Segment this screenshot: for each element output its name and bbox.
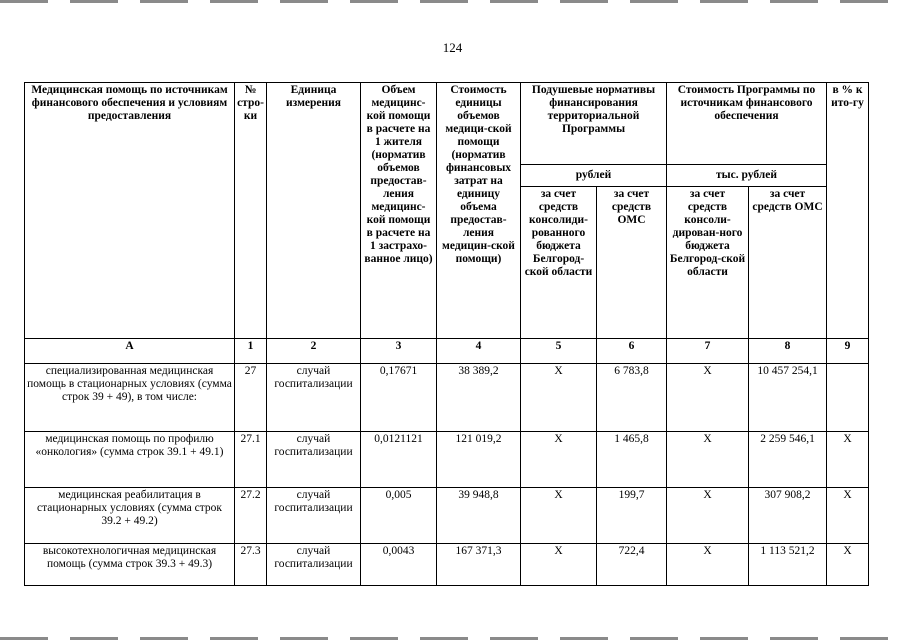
row-volume: 0,17671 <box>361 364 437 432</box>
header-unit: Единица измерения <box>267 83 361 339</box>
row-line: 27.2 <box>235 488 267 544</box>
row-col5: Х <box>521 432 597 488</box>
row-col8: 1 113 521,2 <box>749 544 827 586</box>
row-cost: 38 389,2 <box>437 364 521 432</box>
index-cell: 5 <box>521 339 597 364</box>
row-col7: Х <box>667 544 749 586</box>
table-row <box>25 364 869 432</box>
header-line-number: № стро-ки <box>235 83 267 339</box>
row-label: высокотехнологичная медицинская помощь (сумма строк 39.3 + 49.3) <box>25 544 235 586</box>
row-line: 27 <box>235 364 267 432</box>
row-volume: 0,0043 <box>361 544 437 586</box>
row-label: специализированная медицинская помощь в стационарных условиях (сумма строк 39 + 49), в том числе: <box>25 364 235 432</box>
row-col7: Х <box>667 364 749 432</box>
index-cell: 2 <box>267 339 361 364</box>
row-col5: Х <box>521 364 597 432</box>
index-cell: 9 <box>827 339 869 364</box>
row-col6: 1 465,8 <box>597 432 667 488</box>
row-cost: 39 948,8 <box>437 488 521 544</box>
header-per-capita-group: Подушевые нормативы финансирования территориальной Программы <box>521 83 667 165</box>
row-col6: 199,7 <box>597 488 667 544</box>
top-scan-border <box>0 0 905 3</box>
page-number: 124 <box>442 40 463 55</box>
row-label: медицинская помощь по профилю «онкология» (сумма строк 39.1 + 49.1) <box>25 432 235 488</box>
row-percent: Х <box>827 544 869 586</box>
row-unit: случай госпитализации <box>267 364 361 432</box>
table-row <box>25 544 869 586</box>
index-cell: 4 <box>437 339 521 364</box>
header-unit-rub: рублей <box>521 165 667 187</box>
index-cell: 3 <box>361 339 437 364</box>
row-label: медицинская реабилитация в стационарных условиях (сумма строк 39.2 + 49.2) <box>25 488 235 544</box>
index-cell: 8 <box>749 339 827 364</box>
row-unit: случай госпитализации <box>267 432 361 488</box>
row-col8: 2 259 546,1 <box>749 432 827 488</box>
financing-table <box>24 82 869 586</box>
row-percent: Х <box>827 488 869 544</box>
row-col7: Х <box>667 432 749 488</box>
table-row <box>25 432 869 488</box>
header-unit-cost: Стоимость единицы объемов медици-ской помощи (норматив финансовых затрат на единицу объема предостав-ления медицин-ской помощи) <box>437 83 521 339</box>
row-col8: 10 457 254,1 <box>749 364 827 432</box>
index-cell: А <box>25 339 235 364</box>
header-col7: за счет средств консоли-дирован-ного бюджета Белгород-ской области <box>667 187 749 339</box>
index-cell: 7 <box>667 339 749 364</box>
index-cell: 6 <box>597 339 667 364</box>
row-cost: 167 371,3 <box>437 544 521 586</box>
row-percent: Х <box>827 432 869 488</box>
row-col6: 722,4 <box>597 544 667 586</box>
row-col5: Х <box>521 488 597 544</box>
row-cost: 121 019,2 <box>437 432 521 488</box>
row-volume: 0,0121121 <box>361 432 437 488</box>
index-cell: 1 <box>235 339 267 364</box>
row-col6: 6 783,8 <box>597 364 667 432</box>
header-volume: Объем медицинс-кой помощи в расчете на 1 жителя (норматив объемов предостав-ления медицинс-кой помощи в расчете на 1 застрахо-ванное лицо) <box>361 83 437 339</box>
header-unit-thousand-rub: тыс. рублей <box>667 165 827 187</box>
row-line: 27.1 <box>235 432 267 488</box>
column-index-row <box>25 339 869 364</box>
header-col8: за счет средств ОМС <box>749 187 827 339</box>
header-percent: в % к ито-гу <box>827 83 869 339</box>
row-unit: случай госпитализации <box>267 544 361 586</box>
row-percent <box>827 364 869 432</box>
header-care-type: Медицинская помощь по источникам финансового обеспечения и условиям предоставления <box>25 83 235 339</box>
header-col6: за счет средств ОМС <box>597 187 667 339</box>
row-unit: случай госпитализации <box>267 488 361 544</box>
row-volume: 0,005 <box>361 488 437 544</box>
table-row <box>25 488 869 544</box>
row-col5: Х <box>521 544 597 586</box>
header-col5: за счет средств консолиди-рованного бюджета Белгород-ской области <box>521 187 597 339</box>
row-col7: Х <box>667 488 749 544</box>
row-col8: 307 908,2 <box>749 488 827 544</box>
row-line: 27.3 <box>235 544 267 586</box>
header-program-cost-group: Стоимость Программы по источникам финансового обеспечения <box>667 83 827 165</box>
